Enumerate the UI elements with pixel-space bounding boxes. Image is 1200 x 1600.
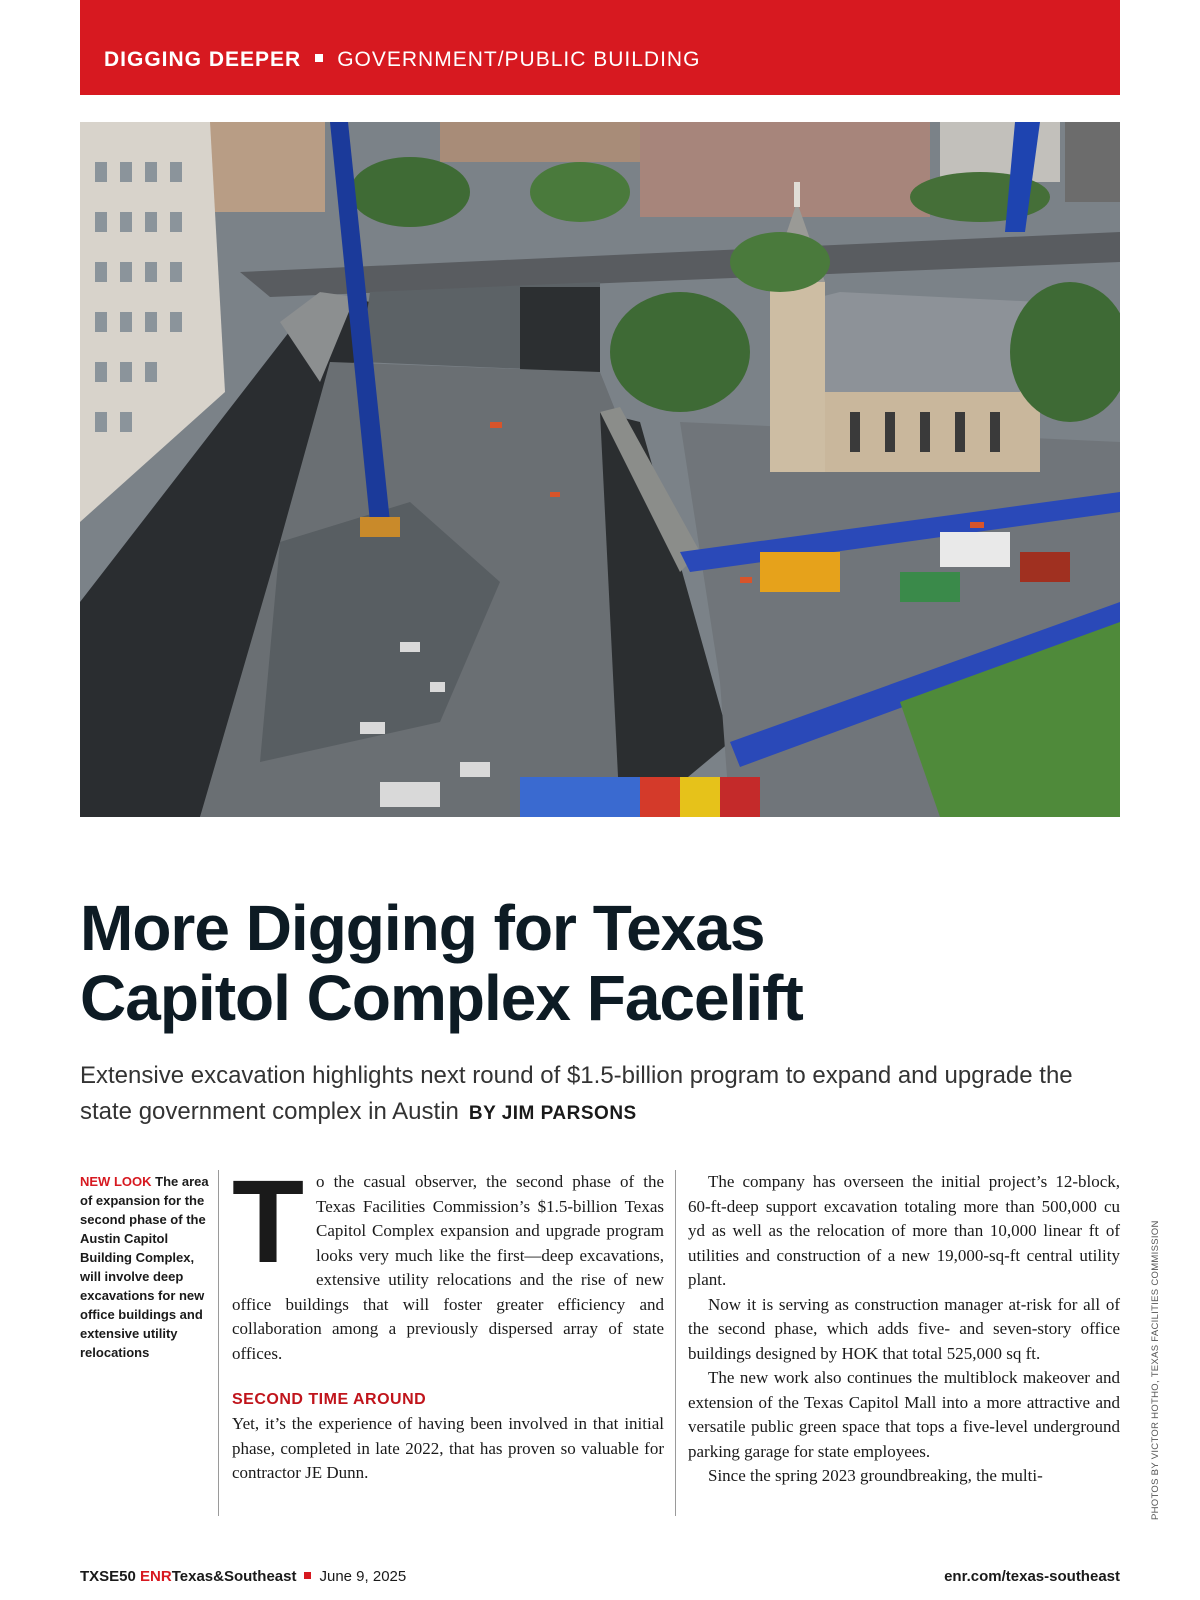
- footer-separator-icon: [304, 1572, 311, 1579]
- enr-logo: ENR: [140, 1568, 172, 1585]
- excavation-photo-illustration: [80, 122, 1120, 817]
- page-code: TXSE50: [80, 1568, 136, 1585]
- banner-text: [104, 48, 700, 72]
- photo-caption: [80, 1172, 212, 1362]
- deck: [80, 1058, 1120, 1132]
- byline: BY JIM PARSONS: [468, 1103, 637, 1124]
- magazine-name: Texas&Southeast: [171, 1568, 297, 1585]
- caption-text: The area of expansion for the second phase of the Austin Capitol Building Complex, will involve deep excavations for new office buildings and extensive utility relocations: [80, 1174, 209, 1360]
- issue-date: June 9, 2025: [319, 1568, 407, 1585]
- headline-line-2: Capitol Complex Facelift: [80, 962, 803, 1034]
- banner-kicker: DIGGING DEEPER: [104, 48, 302, 71]
- deck-text: Extensive excavation highlights next round of $1.5-billion program to expand and upgrade the state government complex in Austin: [80, 1062, 1073, 1125]
- drop-cap: T: [232, 1156, 305, 1288]
- footer-url[interactable]: enr.com/texas-southeast: [944, 1568, 1120, 1585]
- photo-credit: PHOTOS BY VICTOR HOTHO, TEXAS FACILITIES COMMISSION: [1150, 1220, 1161, 1520]
- headline: [80, 893, 1120, 1033]
- body-paragraph-4: Now it is serving as construction manager at-risk for all of the second phase, which adds five- and seven-story office buildings designed by HOK that total 525,000 sq ft.: [688, 1294, 1120, 1363]
- banner-separator-icon: [315, 54, 323, 62]
- footer-left: [80, 1568, 406, 1585]
- subhead: SECOND TIME AROUND: [232, 1391, 427, 1408]
- body-column-1: [232, 1156, 664, 1486]
- caption-kicker: NEW LOOK: [80, 1174, 152, 1189]
- column-rule-left: [218, 1170, 219, 1516]
- section-banner: [80, 0, 1120, 95]
- body-paragraph-5: The new work also continues the multiblock makeover and extension of the Texas Capitol Mall into a more attractive and versatile public green space that tops a five-level underground parking garage for state employees.: [688, 1368, 1120, 1461]
- banner-section: GOVERNMENT/PUBLIC BUILDING: [337, 48, 701, 71]
- headline-line-1: More Digging for Texas: [80, 892, 765, 964]
- excavation-photo: [80, 122, 1120, 817]
- body-paragraph-2: Yet, it’s the experience of having been involved in that initial phase, completed in late 2022, that has proven so valuable for contractor JE Dunn.: [232, 1414, 664, 1482]
- body-paragraph-1: o the casual observer, the second phase of the Texas Facilities Commission’s $1.5-billion Texas Capitol Complex expansion and upgrade program looks very much like the first—deep excavations, extensive utility relocations and the rise of new office buildings that will foster greater efficiency and collaboration among a previously dispersed array of state offices.: [232, 1172, 664, 1363]
- column-rule-middle: [675, 1170, 676, 1516]
- body-paragraph-6: Since the spring 2023 groundbreaking, the multi-: [708, 1466, 1043, 1485]
- body-paragraph-3: The company has overseen the initial project’s 12-block, 60-ft-deep support excavation totaling more than 500,000 cu yd as well as the relocation of more than 10,000 linear ft of utilities and construction of a new 19,000-sq-ft central utility plant.: [688, 1172, 1120, 1289]
- body-column-2: [688, 1170, 1120, 1489]
